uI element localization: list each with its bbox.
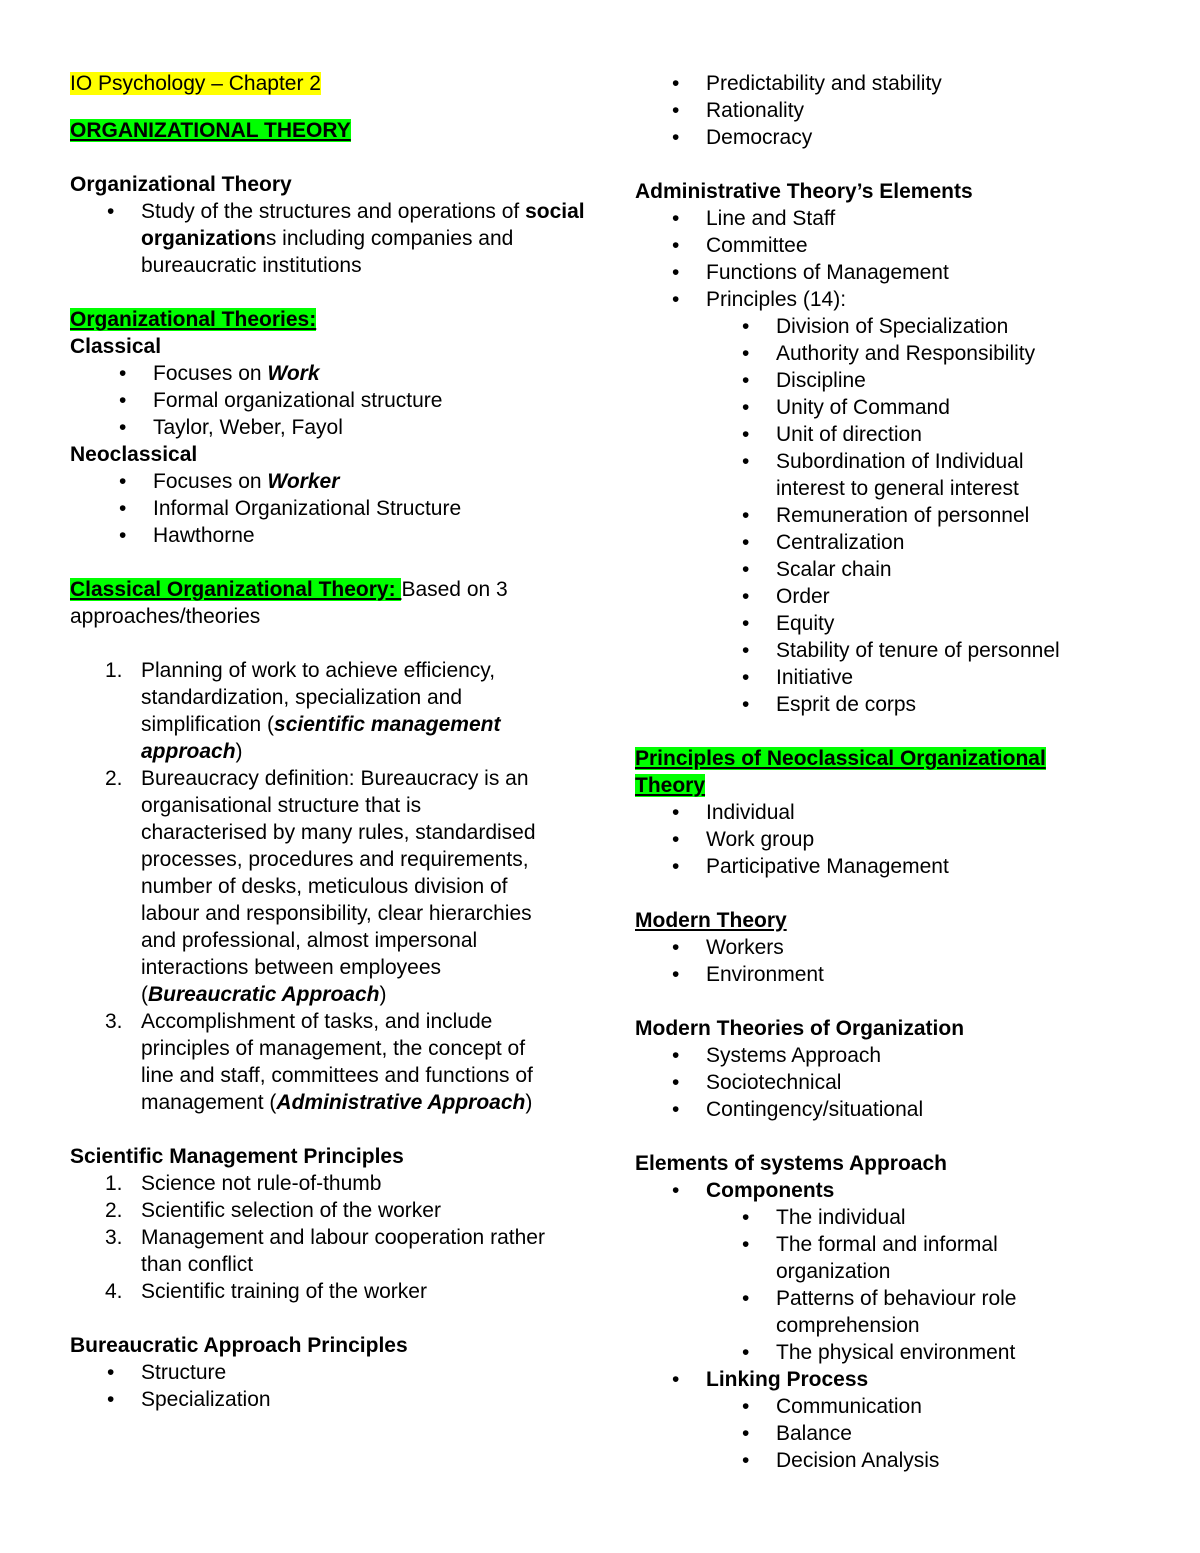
systems-list [706, 1177, 1115, 1474]
list-item: • Contingency/situational [706, 1096, 1115, 1123]
list-item: • Focuses on Work [153, 360, 590, 387]
list-item: • Remuneration of personnel [776, 502, 1116, 529]
scientific-heading: Scientific Management Principles [70, 1145, 404, 1168]
list-item: • Line and Staff [706, 205, 1115, 232]
list-item: • Unit of direction [776, 421, 1116, 448]
list-item: 1. Planning of work to achieve efficiency, standardization, specialization and simplification (scientific management approach) [105, 659, 501, 763]
list-item: • Principles (14): • Division of Specialization • Authority and Responsibility • Discipline • Unity of Command • Unit of direction • Subordination of Individual interest to general interest • Remuneration of personnel • Centralization • Scalar chain • Order • Equity • Stability of tenure of personnel • Initiative • Esprit de corps [706, 286, 1115, 718]
admin-list [706, 205, 1115, 718]
list-item: • Subordination of Individual interest to general interest [776, 448, 1066, 502]
list-item: • The individual [776, 1204, 1066, 1231]
list-item: • Equity [776, 610, 1116, 637]
bureaucratic-list [141, 1359, 590, 1413]
admin-heading: Administrative Theory’s Elements [635, 180, 973, 203]
list-item: • Sociotechnical [706, 1069, 1115, 1096]
list-item: • Discipline [776, 367, 1116, 394]
list-item: • Participative Management [706, 853, 1115, 880]
list-item: 3. Accomplishment of tasks, and include principles of management, the concept of line and staff, committees and functions of management (Administrative Approach) [105, 1010, 533, 1114]
list-item: • The formal and informal organization [776, 1231, 1066, 1285]
list-item: • Unity of Command [776, 394, 1116, 421]
list-item: • Rationality [706, 97, 1115, 124]
section-title: ORGANIZATIONAL THEORY [70, 119, 351, 142]
classical-list [153, 360, 590, 441]
list-item: • Functions of Management [706, 259, 1115, 286]
bureaucratic-heading: Bureaucratic Approach Principles [70, 1334, 408, 1357]
list-item: 4. Scientific training of the worker [105, 1280, 427, 1303]
list-item: • Taylor, Weber, Fayol [153, 414, 590, 441]
doc-title: IO Psychology – Chapter 2 [70, 72, 321, 95]
classical-label: Classical [70, 335, 162, 358]
list-item: • Democracy [706, 124, 1115, 151]
list-item: • Balance [776, 1420, 1115, 1447]
principles-list [776, 313, 1116, 718]
neoclassical-label: Neoclassical [70, 443, 198, 466]
list-item: • Decision Analysis [776, 1447, 1115, 1474]
list-item: • Stability of tenure of personnel [776, 637, 1116, 664]
modern-theories-list [706, 1042, 1115, 1123]
list-item: • Centralization [776, 529, 1116, 556]
list-item: 1. Science not rule-of-thumb [105, 1172, 382, 1195]
scientific-list [105, 1170, 561, 1305]
list-item: • Authority and Responsibility [776, 340, 1116, 367]
list-item: • Initiative [776, 664, 1116, 691]
list-item: • Workers [706, 934, 1115, 961]
list-item: • Esprit de corps [776, 691, 1116, 718]
bureaucratic-list-continued [706, 70, 1115, 151]
neoclassical-list [153, 468, 590, 549]
list-item: • Order [776, 583, 1116, 610]
list-item: • Scalar chain [776, 556, 1116, 583]
org-theory-heading: Organizational Theory [70, 173, 292, 196]
list-item: • Focuses on Worker [153, 468, 590, 495]
list-item: 2. Scientific selection of the worker [105, 1199, 441, 1222]
neoclassical-principles-heading: Principles of Neoclassical Organizational Theory [635, 747, 1046, 797]
list-item: • Hawthorne [153, 522, 590, 549]
list-item: • Work group [706, 826, 1115, 853]
list-item: • Environment [706, 961, 1115, 988]
list-item: • Communication [776, 1393, 1115, 1420]
linking-list [776, 1393, 1115, 1474]
modern-heading: Modern Theory [635, 909, 787, 932]
list-item: 2. Bureaucracy definition: Bureaucracy is an organisational structure that is characterised by many rules, standardised processes, procedures and requirements, number of desks, meticulous division of labour and responsibility, clear hierarchies and professional, almost impersonal interactions between employees (Bureaucratic Approach) [105, 767, 536, 1006]
list-item: • Systems Approach [706, 1042, 1115, 1069]
list-item: 3. Management and labour cooperation rather than conflict [105, 1226, 545, 1276]
systems-heading: Elements of systems Approach [635, 1152, 947, 1175]
list-item: • Formal organizational structure [153, 387, 590, 414]
classical-approaches-list [105, 657, 551, 1116]
list-item: • Structure [141, 1359, 590, 1386]
right-column [635, 70, 1115, 1474]
list-item: • Linking Process • Communication • Balance • Decision Analysis [706, 1366, 1115, 1474]
list-item: • The physical environment [776, 1339, 1066, 1366]
list-item: • Division of Specialization [776, 313, 1116, 340]
neoclassical-principles-list [706, 799, 1115, 880]
list-item: • Committee [706, 232, 1115, 259]
modern-theories-heading: Modern Theories of Organization [635, 1017, 965, 1040]
list-item: • Individual [706, 799, 1115, 826]
components-list [776, 1204, 1066, 1366]
left-column [70, 70, 590, 1413]
list-item: • Specialization [141, 1386, 590, 1413]
list-item: • Predictability and stability [706, 70, 1115, 97]
list-item: • Informal Organizational Structure [153, 495, 590, 522]
list-item: • Patterns of behaviour role comprehension [776, 1285, 1066, 1339]
classical-theory-paragraph: Classical Organizational Theory: Based on 3 approaches/theories [70, 578, 508, 628]
org-theories-heading: Organizational Theories: [70, 308, 317, 331]
list-item: • Components • The individual • The formal and informal organization • Patterns of behaviour role comprehension • The physical environment [706, 1177, 1115, 1366]
modern-list [706, 934, 1115, 988]
org-theory-list [141, 198, 590, 279]
list-item: • Study of the structures and operations of social organizations including companies and bureaucratic institutions [141, 198, 590, 279]
